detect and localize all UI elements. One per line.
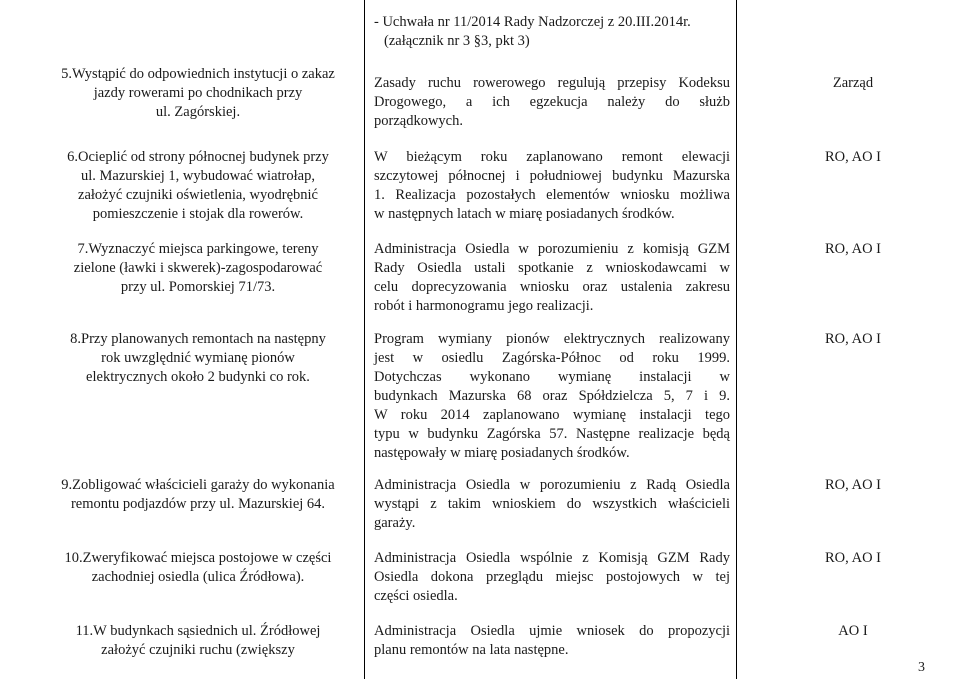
request-8: 8.Przy planowanych remontach na następny rok uwzględnić wymianę pionów elektrycznych około 2 budynki co rok.	[70, 331, 326, 385]
response-5: Zasady ruchu rowerowego regulują przepisy Kodeksu Drogowego, a ich egzekucja należy do służb porządkowych.	[374, 75, 730, 129]
request-9: 9.Zobligować właścicieli garaży do wykonania remontu podjazdów przy ul. Mazurskiej 64.	[61, 477, 335, 512]
header-line-1: - Uchwała nr 11/2014 Rady Nadzorczej z 20.III.2014r.	[374, 14, 691, 30]
page-number: 3	[918, 660, 925, 675]
responsible-10: RO, AO I	[825, 550, 881, 566]
column-divider-right	[736, 0, 737, 679]
request-10: 10.Zweryfikować miejsca postojowe w części zachodniej osiedla (ulica Źródłowa).	[64, 550, 332, 585]
request-6: 6.Ocieplić od strony północnej budynek przy ul. Mazurskiej 1, wybudować wiatrołap, założyć czujniki oświetlenia, wyodrębnić pomieszczenie i stojak dla rowerów.	[67, 149, 329, 222]
request-5: 5.Wystąpić do odpowiednich instytucji o zakaz jazdy rowerami po chodnikach przy ul. Zagórskiej.	[61, 66, 335, 120]
response-11: Administracja Osiedla ujmie wniosek do propozycji planu remontów na lata następne.	[374, 623, 730, 658]
response-9: Administracja Osiedla w porozumieniu z Radą Osiedla wystąpi z takim wnioskiem do wszystkich właścicieli garaży.	[374, 477, 730, 531]
response-6: W bieżącym roku zaplanowano remont elewacji szczytowej północnej i południowej budynku Mazurska 1. Realizacja pozostałych elementów wniosku możliwa w następnych latach w miarę posiadanych środków.	[374, 149, 730, 222]
responsible-6: RO, AO I	[825, 149, 881, 165]
request-7: 7.Wyznaczyć miejsca parkingowe, tereny zielone (ławki i skwerek)-zagospodarować przy ul. Pomorskiej 71/73.	[73, 241, 323, 295]
header-resolution	[374, 13, 730, 51]
responsible-8: RO, AO I	[825, 331, 881, 347]
responsible-7: RO, AO I	[825, 241, 881, 257]
response-8: Program wymiany pionów elektrycznych realizowany jest w osiedlu Zagórska-Północ od roku 1999. Dotychczas wykonano wymianę instalacji w budynkach Mazurska 68 oraz Spółdzielcza 5, 7 i 9. W roku 2014 zaplanowano wymianę instalacji tego typu w budynku Zagórska 57. Następne realizacje będą następowały w miarę posiadanych środków.	[374, 331, 730, 461]
responsible-11: AO I	[838, 623, 868, 639]
responsible-5: Zarząd	[832, 75, 874, 91]
responsible-9: RO, AO I	[825, 477, 881, 493]
column-divider-left	[364, 0, 365, 679]
response-7: Administracja Osiedla w porozumieniu z komisją GZM Rady Osiedla ustali spotkanie z wnioskodawcami w celu doprecyzowania wniosku oraz ustalenia zakresu robót i harmonogramu jego realizacji.	[374, 241, 730, 314]
header-line-2: (załącznik nr 3 §3, pkt 3)	[384, 33, 530, 49]
request-11: 11.W budynkach sąsiednich ul. Źródłowej założyć czujniki ruchu (zwiększy	[75, 623, 321, 658]
response-10: Administracja Osiedla wspólnie z Komisją GZM Rady Osiedla dokona przeglądu miejsc postojowych w tej części osiedla.	[374, 550, 730, 604]
